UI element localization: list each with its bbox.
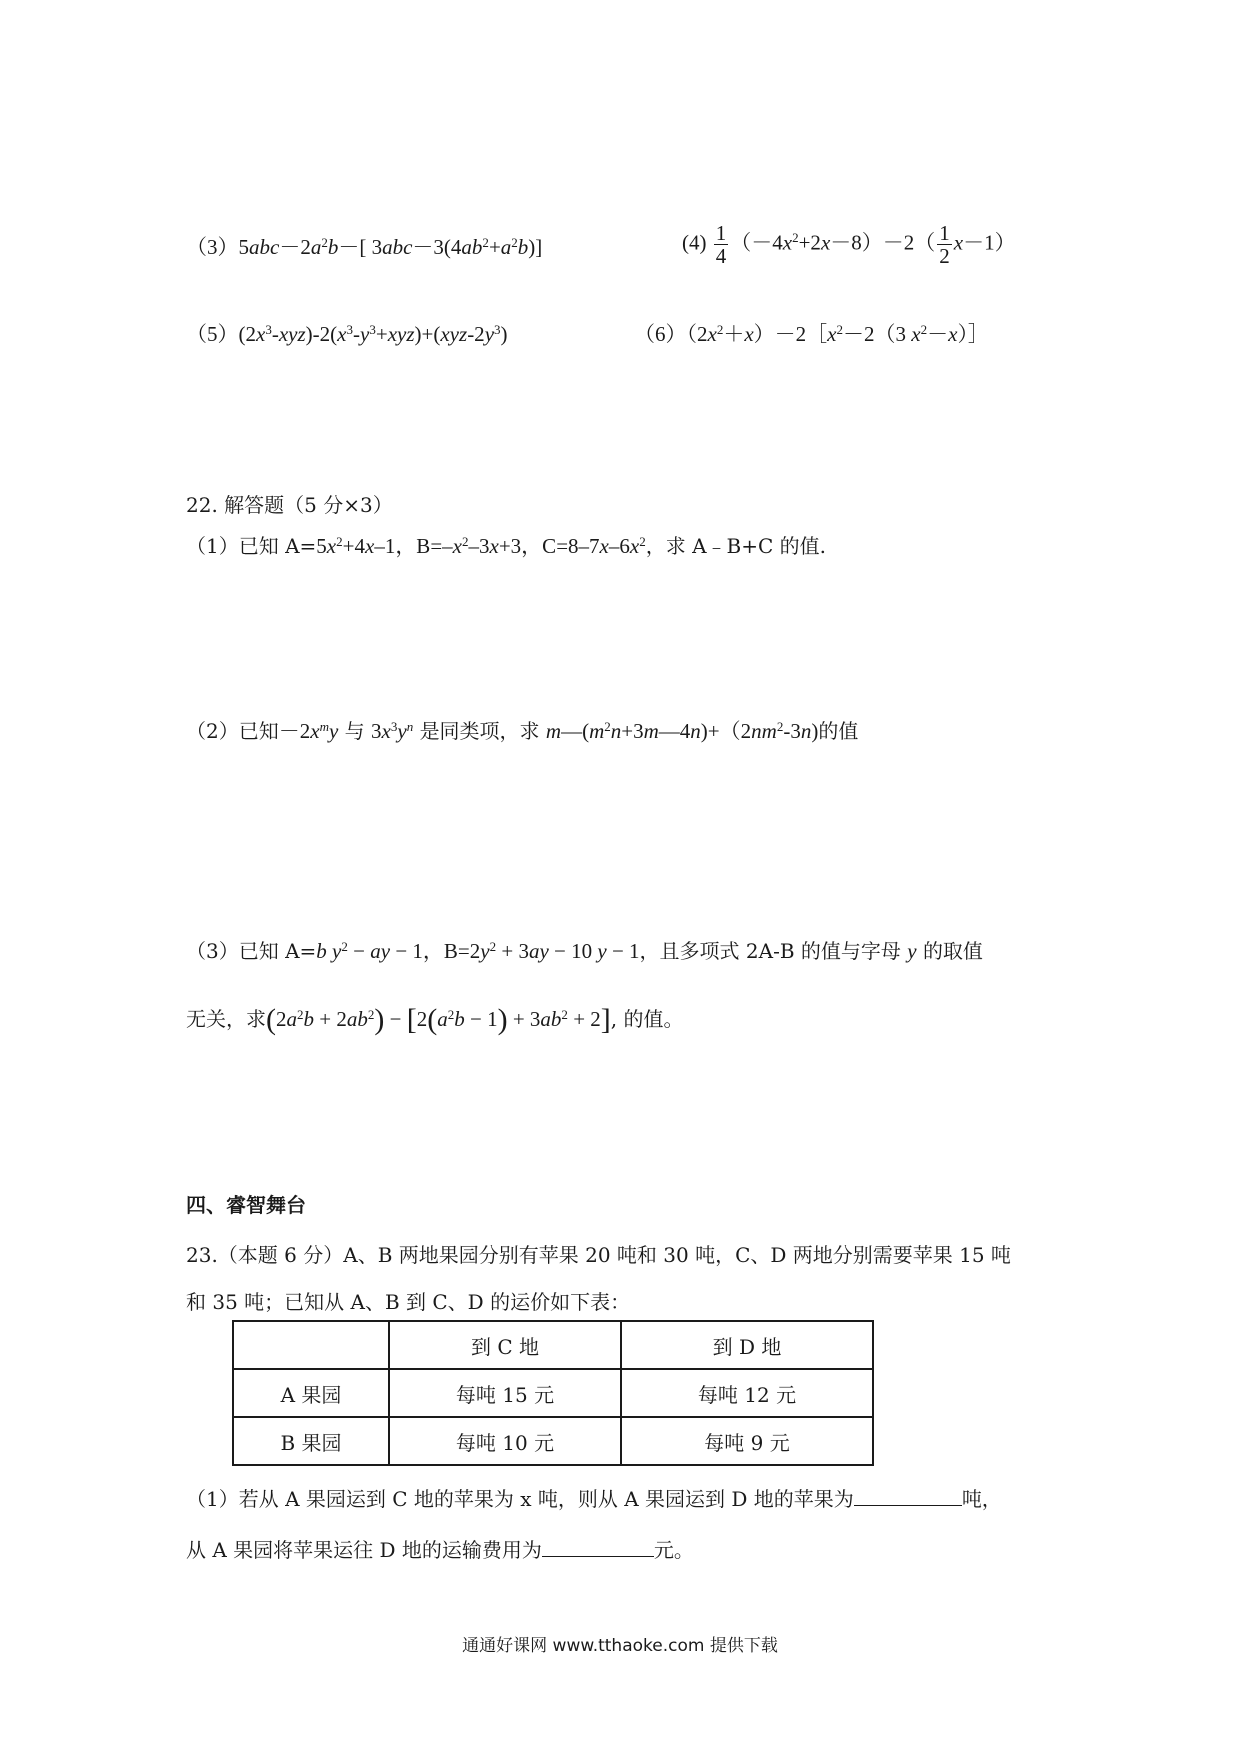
problem-21-3: $(3)5abc-2a^2b-$[ $3abc-3(4ab^2+a^2b)$] [186, 234, 543, 259]
problem-label: （3） [186, 235, 239, 259]
question-22-1: （1）已知 $A=5x^2+4x-1$，$B=-x^2-3x+3$，$C=8-7x-6x^2$，求 A﹣B+C 的值. [186, 533, 826, 558]
question-22-3: （3）已知 A=b $y^2$ − ay − 1，$B=2y^2 + 3ay - 10$ y − 1，且多项式 2A-B 的值与字母 y 的取值 [186, 938, 983, 963]
table-cell: 每吨 10 元 [389, 1417, 621, 1465]
problem-21-5: $(5)(2x^3-xyz)-2(x^3-y^3+xyz)+(xyz-2y^3)$ [186, 321, 508, 346]
table-row [233, 1369, 873, 1417]
problem-label: （6） [634, 322, 687, 346]
table-cell: B 果园 [233, 1417, 389, 1465]
question-22-3-line2: 无关，求$(2a^2b + 2ab^2) - [2(a^2b - 1) + 3ab^2 + 2]$, 的值。 [186, 1003, 684, 1036]
freight-table [232, 1320, 874, 1466]
question-23-intro-line2: 和 35 吨；已知从 A、B 到 C、D 的运价如下表： [186, 1290, 631, 1314]
table-header-cell [233, 1321, 389, 1369]
answer-blank[interactable] [854, 1487, 962, 1506]
table-row [233, 1417, 873, 1465]
answer-blank[interactable] [542, 1538, 654, 1557]
table-cell: A 果园 [233, 1369, 389, 1417]
question-22-title: 22. 解答题（5 分×3） [186, 493, 393, 517]
question-23-sub1-line1: （1）若从 A 果园运到 C 地的苹果为 x 吨，则从 A 果园运到 D 地的苹果为 吨， [186, 1487, 1002, 1511]
table-cell: 每吨 15 元 [389, 1369, 621, 1417]
table-header-row [233, 1321, 873, 1369]
problem-21-4: (4) $\frac{1}{4}$ $(-4x^2+2x-8)-2$（ $\frac{1}{2}$ x－1） [682, 221, 1016, 269]
problem-label: (4) [682, 230, 707, 255]
question-22-2: （2）已知$-2x^my$ 与 $3x^3y^n$ 是同类项，求 $m—(m^2n+3m—4n)+(2nm^2-3n)$的值 [186, 718, 859, 743]
footer-source: 通通好课网 www.tthaoke.com 提供下载 [462, 1636, 778, 1656]
question-23-intro-line1: 23.（本题 6 分）A、B 两地果园分别有苹果 20 吨和 30 吨，C、D 两地分别需要苹果 15 吨 [186, 1243, 1011, 1267]
table-cell: 每吨 12 元 [621, 1369, 873, 1417]
question-23-sub1-line2: 从 A 果园将苹果运往 D 地的运输费用为 元。 [186, 1538, 694, 1562]
table-header-cell: 到 D 地 [621, 1321, 873, 1369]
problem-label: （5） [186, 322, 239, 346]
problem-21-6: $(6)(2x^2+x)-2[x^2-2(3$ $x^2-x)]$ [634, 321, 989, 346]
fraction-one-half: $\frac{1}{2}$ [939, 221, 950, 269]
table-header-cell: 到 C 地 [389, 1321, 621, 1369]
section-4-heading: 四、睿智舞台 [186, 1193, 306, 1217]
fraction-one-quarter: $\frac{1}{4}$ [715, 221, 727, 269]
table-cell: 每吨 9 元 [621, 1417, 873, 1465]
